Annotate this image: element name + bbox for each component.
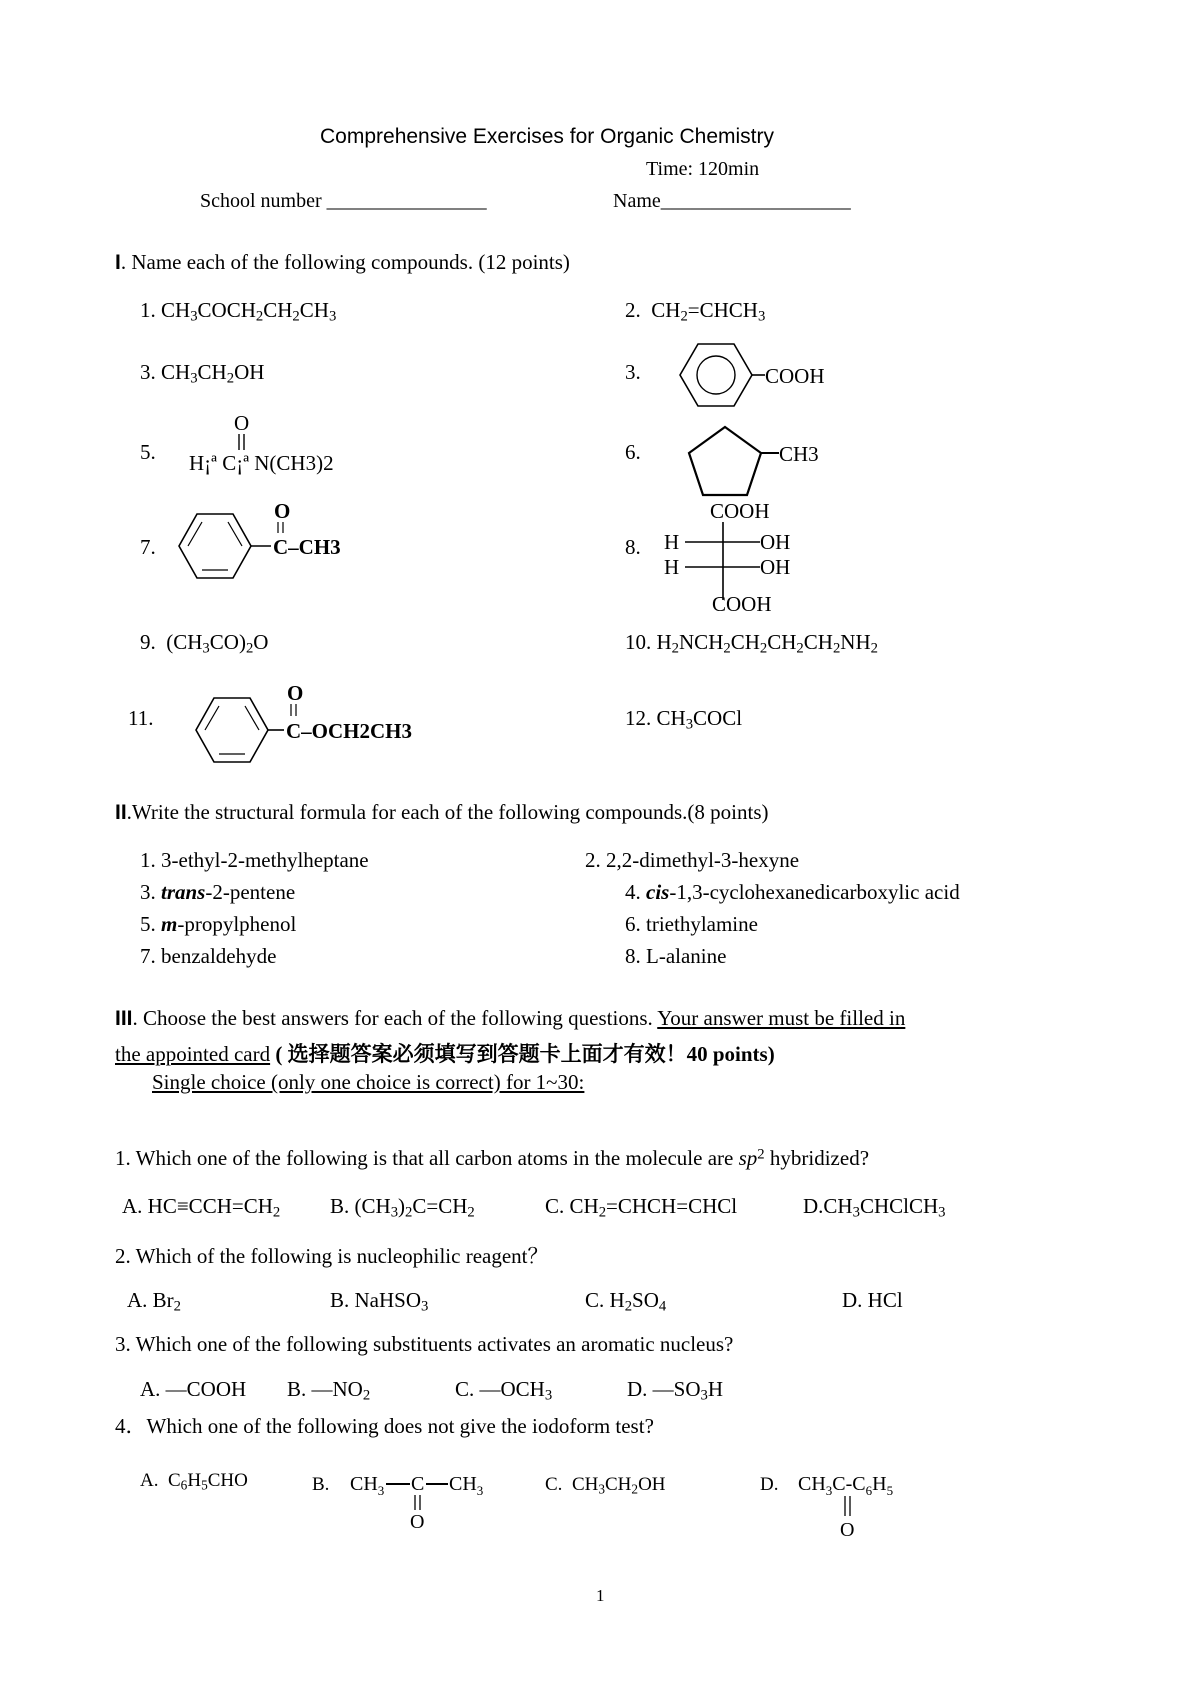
compound-5-number: 5. (140, 440, 156, 464)
section-2-item-3: 3. trans-2-pentene (140, 880, 296, 904)
benzoic-acid-group: COOH (765, 364, 825, 388)
section-2-item-7: 7. benzaldehyde (140, 944, 277, 968)
section-2-heading (115, 800, 768, 825)
formamide-chain: H¡ª C¡ª N(CH3)2 (189, 451, 334, 475)
compound-9: 9. $(CH_3CO)_2O$ (140, 630, 269, 657)
acetophenone-oxygen: O (274, 500, 291, 523)
compound-8-number: 8. (625, 535, 641, 559)
q4-option-d-structure[interactable] (796, 1460, 956, 1540)
acetone-carbon: C (411, 1473, 425, 1495)
section-1-numeral: I (115, 251, 121, 274)
page-number: 1 (596, 1586, 605, 1605)
svg-text:CH3C-C6H5: $CH_3C-C_6H_5$ (798, 1473, 894, 1498)
compound-2-number: 2. (625, 298, 641, 322)
svg-text:CH3: $CH_3$ (350, 1473, 385, 1498)
ester-oxygen: O (287, 681, 304, 705)
section-2-item-1: 1. 3-ethyl-2-methylheptane (140, 848, 369, 872)
compound-3b-number: 3. (625, 360, 641, 384)
section-3-instruction: Your answer must be filled in (657, 1006, 906, 1030)
compound-11-number: 11. (128, 706, 154, 730)
q1-option-c[interactable]: C. $CH_2=CHCH=CHCl$ (545, 1194, 738, 1221)
compound-2: 2. $CH_2=CHCH_3$ (625, 298, 766, 325)
section-2-item-2: 2. 2,2-dimethyl-3-hexyne (585, 848, 800, 872)
fischer-top-group: COOH (710, 500, 770, 523)
formamide-oxygen: O (234, 411, 250, 435)
acetophenone-d-oxygen: O (840, 1519, 855, 1540)
section-1-heading (115, 250, 570, 275)
section-2-numeral: II (115, 801, 127, 824)
fischer-oh1: OH (760, 530, 791, 554)
name-label: Name (613, 190, 661, 212)
section-2-heading-text: .Write the structural formula for each of the following compounds.(8 points) (126, 800, 769, 824)
q2-option-d[interactable]: D. HCl (842, 1288, 903, 1312)
compound-1-number: 1. (140, 298, 156, 322)
school-number-label: School number (200, 190, 322, 212)
section-2-item-5: 5. m-propylphenol (140, 912, 297, 936)
fischer-h1: H (664, 530, 680, 554)
compound-3a: 3. $CH_3CH_2OH$ (140, 360, 265, 387)
compound-7-number: 7. (140, 535, 156, 559)
q4-option-b-label: B. (312, 1474, 330, 1495)
compound-10: 10. $H_2NCH_2CH_2CH_2CH_2NH_2$ (625, 630, 878, 657)
compound-9-number: 9. (140, 630, 156, 654)
question-1: 1. Which one of the following is that all carbon atoms in the molecule are $sp^2$ hybridized? (115, 1146, 870, 1170)
question-3: 3. Which one of the following substituents activates an aromatic nucleus? (115, 1332, 734, 1356)
section-3-numeral: III (115, 1007, 133, 1030)
section-2-item-8: 8. L-alanine (625, 944, 727, 968)
section-2-item-4: 4. cis-1,3-cyclohexanedicarboxylic acid (625, 880, 960, 904)
q2-option-b[interactable]: B. NaHSO$_3$ (330, 1288, 429, 1315)
q1-option-a[interactable]: A. $HC\equiv CCH=CH_2$ (122, 1194, 281, 1221)
q2-option-a[interactable]: A. $Br_2$ (127, 1288, 182, 1315)
section-3-heading-line-2: the appointed card ( 选择题答案必须填写到答题卡上面才有效！40 points) (115, 1042, 775, 1066)
fischer-oh2: OH (760, 555, 791, 579)
acetophenone-chain: C–CH3 (273, 535, 341, 559)
q3-option-c[interactable]: C. $—OCH_3$ (455, 1377, 553, 1404)
question-4: 4．Which one of the following does not give the iodoform test? (115, 1414, 654, 1438)
question-2: 2. Which of the following is nucleophilic reagent？ (115, 1244, 549, 1268)
compound-12: 12. $CH_3COCl$ (625, 706, 743, 733)
methyl-group: CH3 (779, 442, 819, 466)
benzoic-acid-structure (670, 330, 870, 420)
ethyl-benzoate-structure (192, 680, 472, 780)
q4-option-b-structure[interactable] (348, 1460, 518, 1530)
q1-option-d[interactable]: $D.CH_3CHClCH_3$ (803, 1194, 946, 1221)
section-3-subheading: Single choice (only one choice is correct) for 1~30: (152, 1070, 585, 1094)
q4-option-a[interactable]: A. $C_6H_5CHO$ (140, 1470, 248, 1493)
q1-option-b[interactable]: B. $(CH_3)_2C=CH_2$ (330, 1194, 475, 1221)
time-limit: Time: 120min (646, 158, 760, 180)
page-title: Comprehensive Exercises for Organic Chemistry (320, 125, 774, 148)
ester-chain: C–OCH2CH3 (286, 719, 412, 743)
compound-6-number: 6. (625, 440, 641, 464)
q3-option-b[interactable]: B. $—NO_2$ (287, 1377, 371, 1404)
school-number-blank: ________________ (326, 190, 487, 212)
fischer-bottom-group: COOH (712, 592, 772, 616)
q2-option-c[interactable]: C. $H_2SO_4$ (585, 1288, 667, 1315)
acetone-oxygen: O (410, 1511, 425, 1530)
name-blank: ___________________ (660, 190, 851, 212)
acetophenone-structure (175, 500, 405, 590)
fischer-h2: H (664, 555, 680, 579)
tartaric-acid-structure (660, 500, 820, 620)
section-1-heading-text: . Name each of the following compounds. (12 points) (120, 250, 570, 274)
q3-option-d[interactable]: D. $—SO_3H$ (627, 1377, 724, 1404)
compound-1: 1. $CH_3COCH_2CH_2CH_3$ (140, 298, 337, 325)
compound-3a-number: 3. (140, 360, 156, 384)
school-number-field[interactable] (200, 190, 487, 213)
q4-option-c[interactable]: C. $CH_3CH_2OH$ (545, 1474, 666, 1497)
section-2-item-6: 6. triethylamine (625, 912, 758, 936)
q4-option-d-label: D. (760, 1474, 779, 1495)
compound-10-number: 10. (625, 630, 652, 654)
section-3-heading-line-1: III. Choose the best answers for each of the following questions. Your answer must be filled in (115, 1006, 906, 1030)
methylcyclopentane-structure (675, 415, 875, 505)
svg-text:CH3: $CH_3$ (449, 1473, 484, 1498)
q3-option-a[interactable]: A. —COOH (140, 1377, 247, 1401)
formamide-structure (185, 408, 445, 488)
name-field[interactable] (613, 190, 851, 213)
compound-12-number: 12. (625, 706, 652, 730)
